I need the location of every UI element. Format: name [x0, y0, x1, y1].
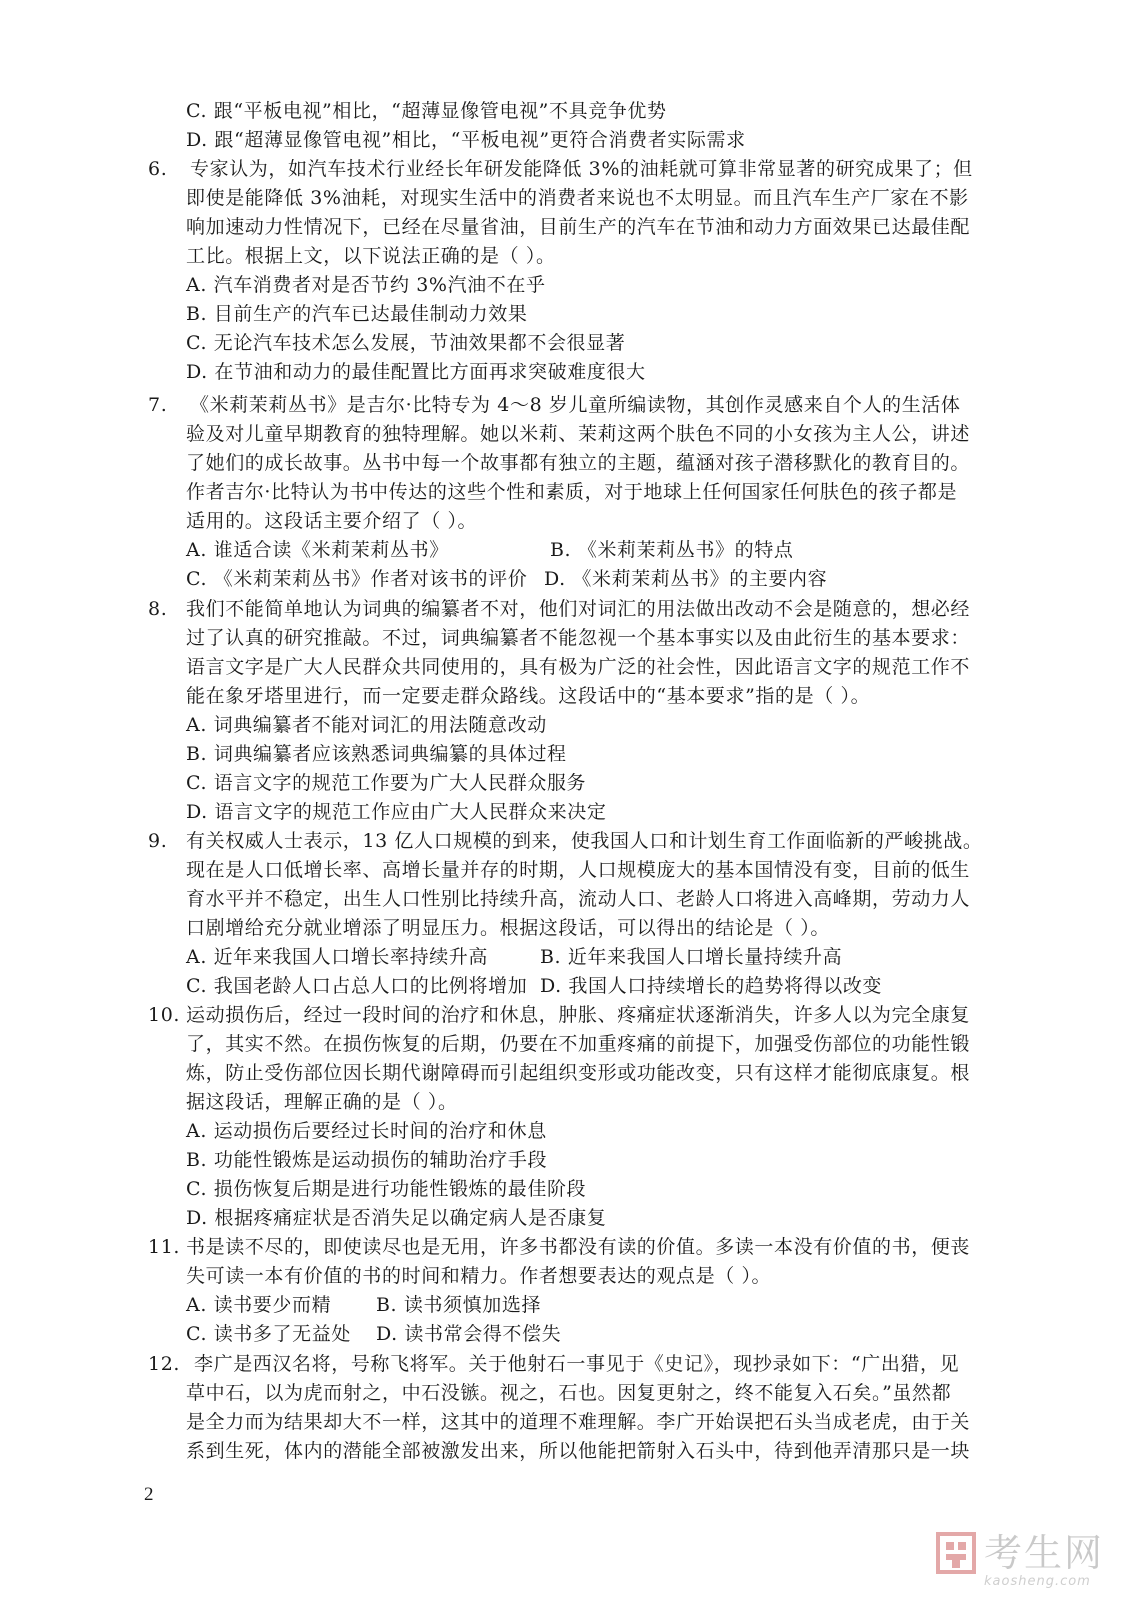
q7-text-line: 验及对儿童早期教育的独特理解。她以米莉、茉莉这两个肤色不同的小女孩为主人公，讲述	[186, 423, 971, 445]
q6-text-line: 响加速动力性情况下，已经在尽量省油，目前生产的汽车在节油和动力方面效果已达最佳配	[186, 216, 971, 238]
watermark-url: kaosheng.com	[984, 1574, 1091, 1589]
watermark	[936, 1530, 1126, 1596]
q8-number: 8.	[148, 598, 168, 620]
q8-text-line: 语言文字是广大人民群众共同使用的，具有极为广泛的社会性，因此语言文字的规范工作不	[186, 656, 971, 678]
q8-option-b: B. 词典编纂者应该熟悉词典编纂的具体过程	[186, 743, 567, 765]
q10-number: 10.	[148, 1004, 181, 1026]
q9-text-line: 有关权威人士表示，13 亿人口规模的到来，使我国人口和计划生育工作面临新的严峻挑战。	[186, 830, 983, 852]
q10-option-c: C. 损伤恢复后期是进行功能性锻炼的最佳阶段	[186, 1178, 587, 1200]
q8-text-line: 过了认真的研究推敲。不过，词典编纂者不能忽视一个基本事实以及由此衍生的基本要求：	[186, 627, 971, 649]
q11-text-line: 书是读不尽的，即使读尽也是无用，许多书都没有读的价值。多读一本没有价值的书，便丧	[186, 1236, 971, 1258]
q6-text-line: 工比。根据上文，以下说法正确的是（ ）。	[186, 245, 556, 267]
q6-option-c: C. 无论汽车技术怎么发展，节油效果都不会很显著	[186, 332, 626, 354]
page-number: 2	[144, 1484, 154, 1505]
q12-text-line: 李广是西汉名将，号称飞将军。关于他射石一事见于《史记》，现抄录如下：“广出猎，见	[194, 1353, 960, 1375]
q8-option-d: D. 语言文字的规范工作应由广大人民群众来决定	[186, 801, 607, 823]
q7-option-a: A. 谁适合读《米莉茉莉丛书》	[186, 539, 449, 561]
q8-text-line: 我们不能简单地认为词典的编纂者不对，他们对词汇的用法做出改动不会是随意的，想必经	[186, 598, 971, 620]
q5-option-c: C. 跟“平板电视”相比，“超薄显像管电视”不具竞争优势	[186, 100, 667, 122]
q6-option-a: A. 汽车消费者对是否节约 3%汽油不在乎	[186, 274, 546, 296]
q7-number: 7.	[148, 394, 168, 416]
q8-option-c: C. 语言文字的规范工作要为广大人民群众服务	[186, 772, 587, 794]
q11-option-a: A. 读书要少而精	[186, 1294, 332, 1316]
q10-option-d: D. 根据疼痛症状是否消失足以确定病人是否康复	[186, 1207, 607, 1229]
watermark-text: 考生网	[984, 1531, 1105, 1575]
q12-text-line: 系到生死，体内的潜能全部被激发出来，所以他能把箭射入石头中，待到他弄清那只是一块	[186, 1440, 971, 1462]
q9-option-c: C. 我国老龄人口占总人口的比例将增加	[186, 975, 528, 997]
q11-number: 11.	[148, 1236, 181, 1258]
q7-option-d: D. 《米莉茉莉丛书》的主要内容	[544, 568, 828, 590]
q6-number: 6.	[148, 158, 168, 180]
q10-text-line: 炼，防止受伤部位因长期代谢障碍而引起组织变形或功能改变，只有这样才能彻底康复。根	[186, 1062, 971, 1084]
q10-text-line: 据这段话，理解正确的是（ ）。	[186, 1091, 458, 1113]
q11-option-c: C. 读书多了无益处	[186, 1323, 351, 1345]
q8-option-a: A. 词典编纂者不能对词汇的用法随意改动	[186, 714, 547, 736]
q9-text-line: 现在是人口低增长率、高增长量并存的时期，人口规模庞大的基本国情没有变，目前的低生	[186, 859, 971, 881]
q9-option-b: B. 近年来我国人口增长量持续升高	[540, 946, 843, 968]
q6-text-line: 即使是能降低 3%油耗，对现实生活中的消费者来说也不太明显。而且汽车生产厂家在不影	[186, 187, 969, 209]
q11-option-b: B. 读书须慎加选择	[376, 1294, 542, 1316]
q6-text-line: 专家认为，如汽车技术行业经长年研发能降低 3%的油耗就可算非常显著的研究成果了；但	[190, 158, 973, 180]
q10-option-b: B. 功能性锻炼是运动损伤的辅助治疗手段	[186, 1149, 548, 1171]
q10-text-line: 了，其实不然。在损伤恢复的后期，仍要在不加重疼痛的前提下，加强受伤部位的功能性锻	[186, 1033, 971, 1055]
watermark-logo-icon	[936, 1530, 976, 1576]
q9-text-line: 口剧增给充分就业增添了明显压力。根据这段话，可以得出的结论是（ ）。	[186, 917, 830, 939]
q11-option-d: D. 读书常会得不偿失	[376, 1323, 562, 1345]
q12-text-line: 草中石，以为虎而射之，中石没镞。视之，石也。因复更射之，终不能复入石矣。”虽然都	[186, 1382, 952, 1404]
q12-number: 12.	[148, 1353, 181, 1375]
q7-text-line: 《米莉茉莉丛书》是吉尔·比特专为 4～8 岁儿童所编读物，其创作灵感来自个人的生活体	[190, 394, 961, 416]
q6-option-d: D. 在节油和动力的最佳配置比方面再求突破难度很大	[186, 361, 646, 383]
q7-text-line: 作者吉尔·比特认为书中传达的这些个性和素质，对于地球上任何国家任何肤色的孩子都是	[186, 481, 958, 503]
q9-text-line: 育水平并不稳定，出生人口性别比持续升高，流动人口、老龄人口将进入高峰期，劳动力人	[186, 888, 971, 910]
q9-option-a: A. 近年来我国人口增长率持续升高	[186, 946, 489, 968]
q12-text-line: 是全力而为结果却大不一样，这其中的道理不难理解。李广开始误把石头当成老虎，由于关	[186, 1411, 971, 1433]
q6-option-b: B. 目前生产的汽车已达最佳制动力效果	[186, 303, 528, 325]
q8-text-line: 能在象牙塔里进行，而一定要走群众路线。这段话中的“基本要求”指的是（ ）。	[186, 685, 871, 707]
q11-text-line: 失可读一本有价值的书的时间和精力。作者想要表达的观点是（ ）。	[186, 1265, 772, 1287]
q9-number: 9.	[148, 830, 168, 852]
q7-option-c: C. 《米莉茉莉丛书》作者对该书的评价	[186, 568, 528, 590]
q9-option-d: D. 我国人口持续增长的趋势将得以改变	[540, 975, 883, 997]
q10-option-a: A. 运动损伤后要经过长时间的治疗和休息	[186, 1120, 547, 1142]
q7-option-b: B. 《米莉茉莉丛书》的特点	[550, 539, 794, 561]
q7-text-line: 了她们的成长故事。丛书中每一个故事都有独立的主题，蕴涵对孩子潜移默化的教育目的。	[186, 452, 971, 474]
q10-text-line: 运动损伤后，经过一段时间的治疗和休息，肿胀、疼痛症状逐渐消失，许多人以为完全康复	[186, 1004, 971, 1026]
q7-text-line: 适用的。这段话主要介绍了（ ）。	[186, 510, 478, 532]
q5-option-d: D. 跟“超薄显像管电视”相比，“平板电视”更符合消费者实际需求	[186, 129, 746, 151]
